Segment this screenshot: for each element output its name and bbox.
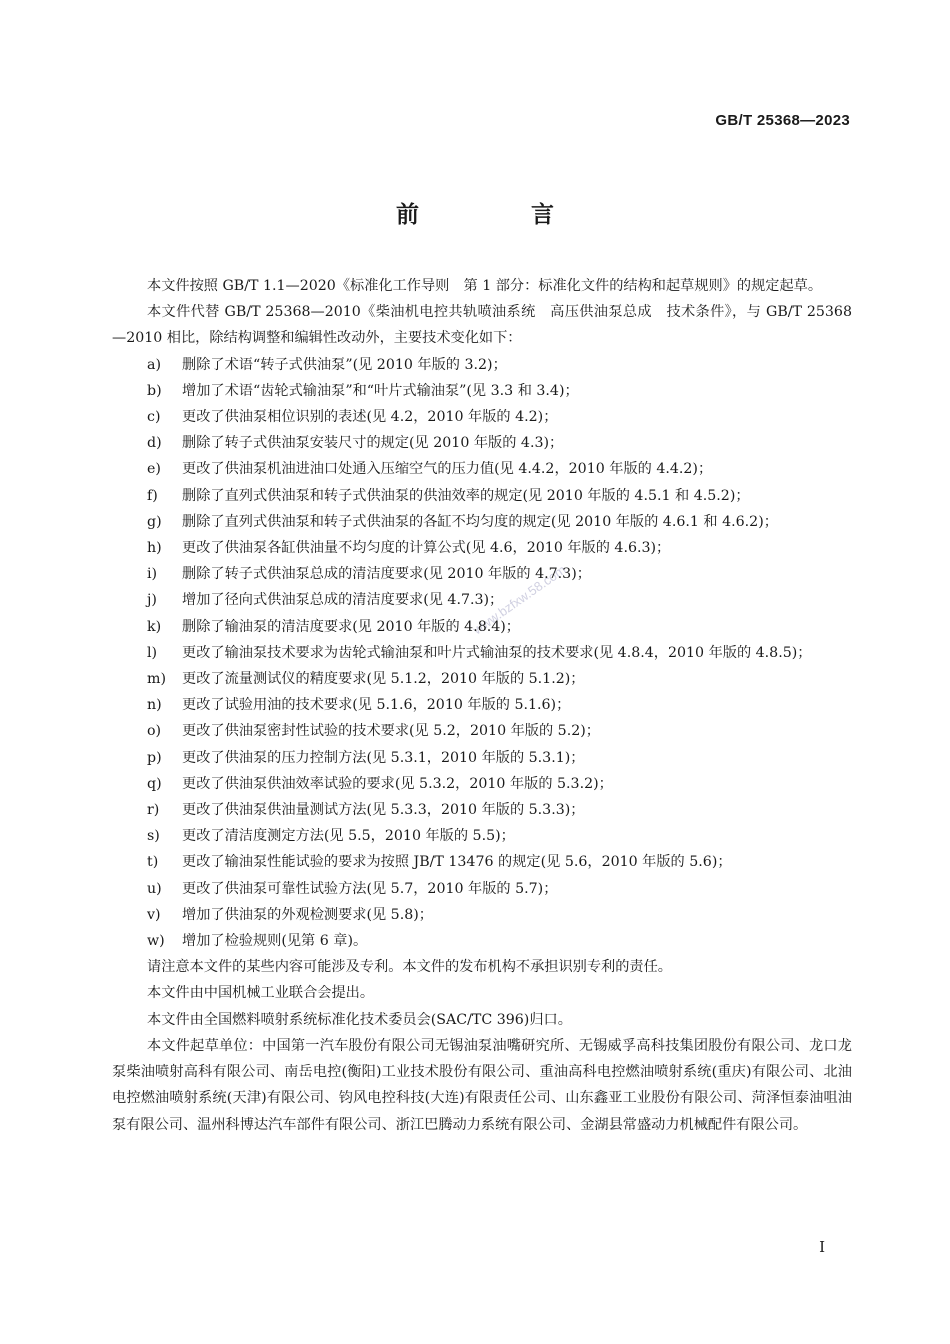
- list-marker: f): [147, 487, 158, 504]
- list-item-text: 更改了供油泵的压力控制方法(见 5.3.1，2010 年版的 5.3.1)；: [182, 749, 585, 766]
- list-item-text: 更改了供油泵供油量测试方法(见 5.3.3，2010 年版的 5.3.3)；: [182, 802, 585, 819]
- page-title: 前 言: [395, 201, 606, 228]
- paragraph-patent-notice: 请注意本文件的某些内容可能涉及专利。本文件的发布机构不承担识别专利的责任。: [147, 959, 672, 976]
- list-item-text: 增加了供油泵的外观检测要求(见 5.8)；: [182, 906, 433, 923]
- list-marker: e): [147, 461, 161, 478]
- list-item-text: 更改了试验用油的技术要求(见 5.1.6，2010 年版的 5.1.6)；: [182, 697, 571, 714]
- list-item: [147, 928, 852, 954]
- list-marker: d): [147, 435, 162, 452]
- list-item-text: 删除了直列式供油泵和转子式供油泵的供油效率的规定(见 2010 年版的 4.5.1 和 4.5.2)；: [182, 487, 750, 504]
- list-item: [147, 823, 852, 849]
- list-marker: j): [147, 592, 157, 609]
- list-item-text: 更改了供油泵机油进油口处通入压缩空气的压力值(见 4.4.2，2010 年版的 4.4.2)；: [182, 461, 713, 478]
- list-marker: s): [147, 828, 160, 845]
- list-marker: c): [147, 409, 161, 426]
- list-marker: o): [147, 723, 162, 740]
- list-item: [147, 378, 852, 404]
- list-item-text: 更改了清洁度测定方法(见 5.5，2010 年版的 5.5)；: [182, 828, 515, 845]
- list-item-text: 更改了供油泵各缸供油量不均匀度的计算公式(见 4.6，2010 年版的 4.6.3)；: [182, 540, 671, 557]
- list-item: [147, 535, 852, 561]
- changes-list: [112, 352, 852, 955]
- list-marker: p): [147, 749, 162, 766]
- list-item: [147, 352, 852, 378]
- paragraph-committee: 本文件由全国燃料喷射系统标准化技术委员会(SAC/TC 396)归口。: [147, 1011, 572, 1028]
- list-item-text: 更改了输油泵性能试验的要求为按照 JB/T 13476 的规定(见 5.6，2010 年版的 5.6)；: [182, 854, 732, 871]
- list-item: [147, 849, 852, 875]
- list-marker: m): [147, 671, 166, 688]
- document-body: [112, 273, 852, 1138]
- page-number: I: [819, 1238, 825, 1256]
- list-item-text: 增加了检验规则(见第 6 章)。: [182, 933, 368, 950]
- list-item: [147, 876, 852, 902]
- paragraph-proposer: 本文件由中国机械工业联合会提出。: [147, 985, 375, 1002]
- list-item-text: 删除了输油泵的清洁度要求(见 2010 年版的 4.8.4)；: [182, 618, 520, 635]
- paragraph-drafting-units: 本文件起草单位：中国第一汽车股份有限公司无锡油泵油嘴研究所、无锡威孚高科技集团股份有限公司、龙口龙泵柴油喷射高科有限公司、南岳电控(衡阳)工业技术股份有限公司、重油高科电控燃油喷射系统(重庆)有限公司、北油电控燃油喷射系统(天津)有限公司、钧风电控科技(大连)有限责任公司、山东鑫亚工业股份有限公司、菏泽恒泰油咀油泵有限公司、温州科博达汽车部件有限公司、浙江巴腾动力系统有限公司、金湖县常盛动力机械配件有限公司。: [112, 1037, 852, 1133]
- list-marker: a): [147, 356, 161, 373]
- list-marker: n): [147, 697, 162, 714]
- paragraph-replacement: 本文件代替 GB/T 25368—2010《柴油机电控共轨喷油系统 高压供油泵总成 技术条件》，与 GB/T 25368—2010 相比，除结构调整和编辑性改动外，主要技术变化如下：: [112, 304, 852, 347]
- list-marker: w): [147, 933, 165, 950]
- list-item-text: 增加了径向式供油泵总成的清洁度要求(见 4.7.3)；: [182, 592, 504, 609]
- list-item-text: 更改了供油泵供油效率试验的要求(见 5.3.2，2010 年版的 5.3.2)；: [182, 775, 613, 792]
- list-item: [147, 692, 852, 718]
- list-item: [147, 404, 852, 430]
- list-item-text: 删除了转子式供油泵安装尺寸的规定(见 2010 年版的 4.3)；: [182, 435, 564, 452]
- list-item: [147, 614, 852, 640]
- list-item: [147, 718, 852, 744]
- watermark: www.bzfxw.58.com: [470, 562, 569, 638]
- list-marker: l): [147, 644, 158, 661]
- list-marker: b): [147, 382, 162, 399]
- list-item-text: 增加了术语“齿轮式输油泵”和“叶片式输油泵”(见 3.3 和 3.4)；: [182, 382, 579, 399]
- list-marker: v): [147, 906, 161, 923]
- list-item: [147, 902, 852, 928]
- list-item-text: 更改了输油泵技术要求为齿轮式输油泵和叶片式输油泵的技术要求(见 4.8.4，2010 年版的 4.8.5)；: [182, 644, 812, 661]
- paragraph-drafting-rules: 本文件按照 GB/T 1.1—2020《标准化工作导则 第 1 部分：标准化文件的结构和起草规则》的规定起草。: [147, 278, 823, 294]
- list-item: [147, 483, 852, 509]
- list-marker: k): [147, 618, 162, 635]
- list-item-text: 删除了直列式供油泵和转子式供油泵的各缸不均匀度的规定(见 2010 年版的 4.6.1 和 4.6.2)；: [182, 513, 778, 530]
- list-marker: u): [147, 880, 162, 897]
- list-item: [147, 430, 852, 456]
- list-item: [147, 797, 852, 823]
- standard-code: GB/T 25368—2023: [715, 112, 850, 129]
- list-marker: q): [147, 775, 162, 792]
- list-item-text: 更改了供油泵可靠性试验方法(见 5.7，2010 年版的 5.7)；: [182, 880, 558, 897]
- list-item: [147, 771, 852, 797]
- list-item: [147, 587, 852, 613]
- list-marker: i): [147, 566, 158, 583]
- list-item: [147, 509, 852, 535]
- list-item: [147, 745, 852, 771]
- list-item-text: 更改了流量测试仪的精度要求(见 5.1.2，2010 年版的 5.1.2)；: [182, 671, 585, 688]
- list-item: [147, 666, 852, 692]
- list-item: [147, 640, 852, 666]
- list-marker: r): [147, 802, 160, 819]
- list-marker: t): [147, 854, 159, 871]
- list-item: [147, 456, 852, 482]
- list-item-text: 删除了转子式供油泵总成的清洁度要求(见 2010 年版的 4.7.3)；: [182, 566, 591, 583]
- list-marker: h): [147, 540, 162, 557]
- list-item-text: 更改了供油泵密封性试验的技术要求(见 5.2，2010 年版的 5.2)；: [182, 723, 600, 740]
- list-item: [147, 561, 852, 587]
- list-item-text: 更改了供油泵相位识别的表述(见 4.2，2010 年版的 4.2)；: [182, 409, 558, 426]
- list-item-text: 删除了术语“转子式供油泵”(见 2010 年版的 3.2)；: [182, 356, 507, 373]
- list-marker: g): [147, 513, 162, 530]
